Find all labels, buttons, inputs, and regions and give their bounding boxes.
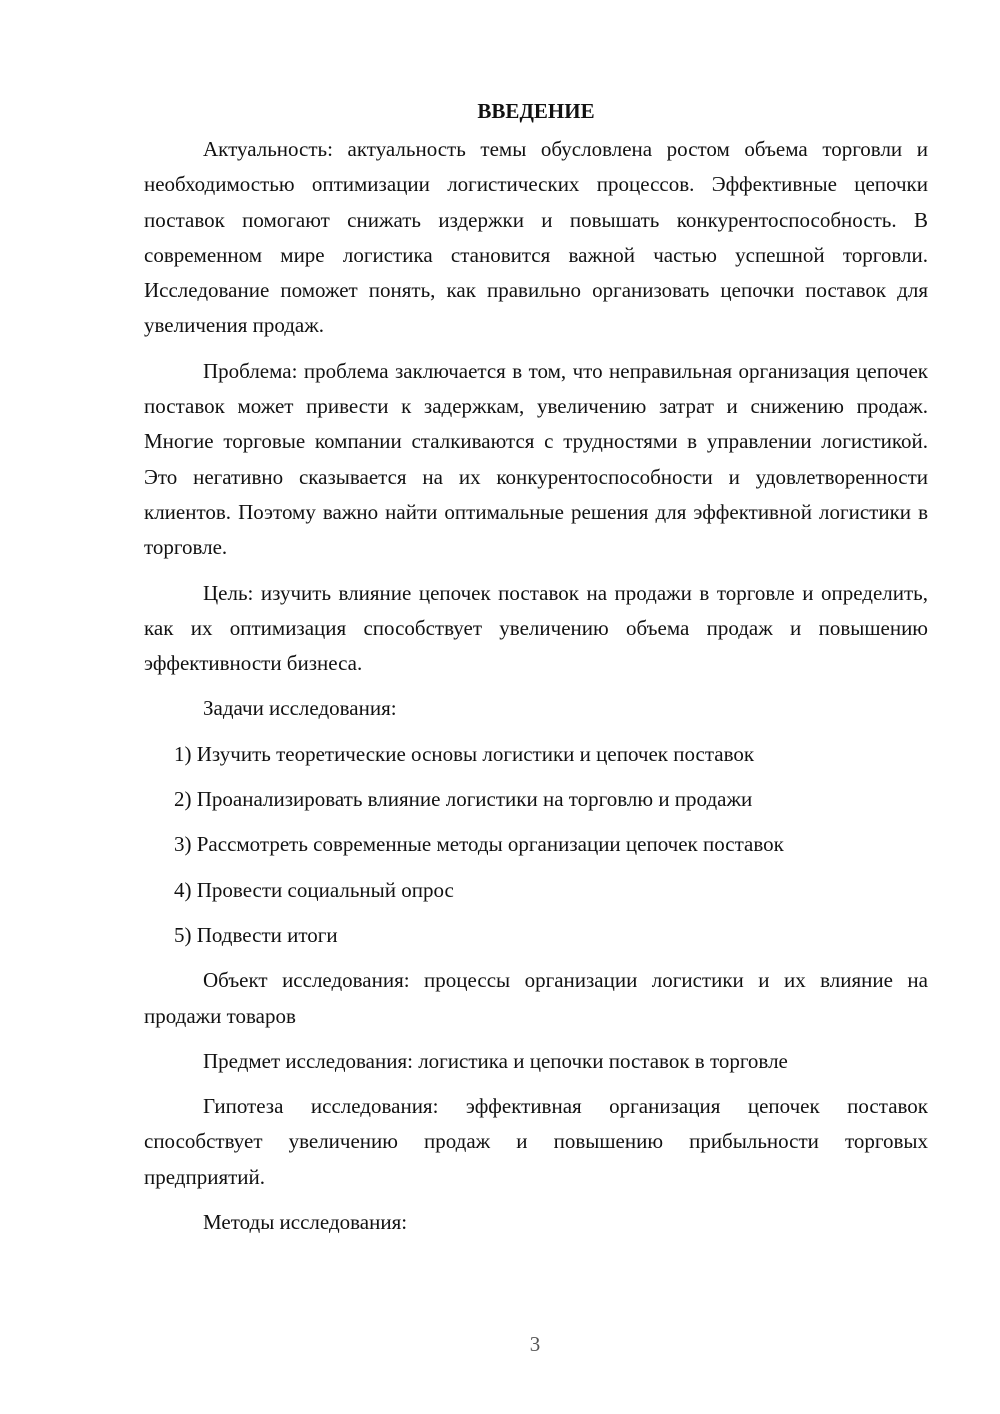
list-item: 1) Изучить теоретические основы логистики и цепочек поставок bbox=[174, 741, 755, 766]
paragraph-goal: Цель: изучить влияние цепочек поставок на продажи в торговле и определить, как их оптимизация способствует увеличению объема продаж и повышению эффективности бизнеса. bbox=[144, 580, 928, 676]
paragraph-subject: Предмет исследования: логистика и цепочки поставок в торговле bbox=[203, 1048, 788, 1073]
list-item: 3) Рассмотреть современные методы организации цепочек поставок bbox=[174, 832, 784, 857]
list-item: 4) Провести социальный опрос bbox=[174, 877, 454, 902]
tasks-list bbox=[144, 737, 928, 953]
paragraph-hypothesis: Гипотеза исследования: эффективная организация цепочек поставок способствует увеличению продаж и повышению прибыльности торговых предприятий. bbox=[144, 1094, 928, 1189]
paragraph-object: Объект исследования: процессы организации логистики и их влияние на продажи товаров bbox=[144, 968, 928, 1028]
paragraph-relevance: Актуальность: актуальность темы обусловлена ростом объема торговли и необходимостью оптимизации логистических процессов. Эффективные цепочки поставок помогают снижать издержки и повышать конкурентоспособность. В современном мире логистика становится важной частью успешной торговли. Исследование поможет понять, как правильно организовать цепочки поставок для увеличения продаж. bbox=[144, 137, 928, 338]
list-item: 5) Подвести итоги bbox=[174, 922, 338, 947]
paragraph-methods-heading: Методы исследования: bbox=[203, 1210, 408, 1235]
section-title: ВВЕДЕНИЕ bbox=[477, 99, 595, 123]
list-item: 2) Проанализировать влияние логистики на торговлю и продажи bbox=[174, 787, 753, 812]
paragraph-tasks-heading: Задачи исследования: bbox=[203, 696, 397, 721]
paragraph-problem: Проблема: проблема заключается в том, что неправильная организация цепочек поставок может привести к задержкам, увеличению затрат и снижению продаж. Многие торговые компании сталкиваются с трудностями в управлении логистикой. Это негативно сказывается на их конкурентоспособности и удовлетворенности клиентов. Поэтому важно найти оптимальные решения для эффективной логистики в торговле. bbox=[144, 358, 928, 560]
page-content bbox=[144, 96, 928, 1250]
page-number: 3 bbox=[529, 1332, 541, 1356]
